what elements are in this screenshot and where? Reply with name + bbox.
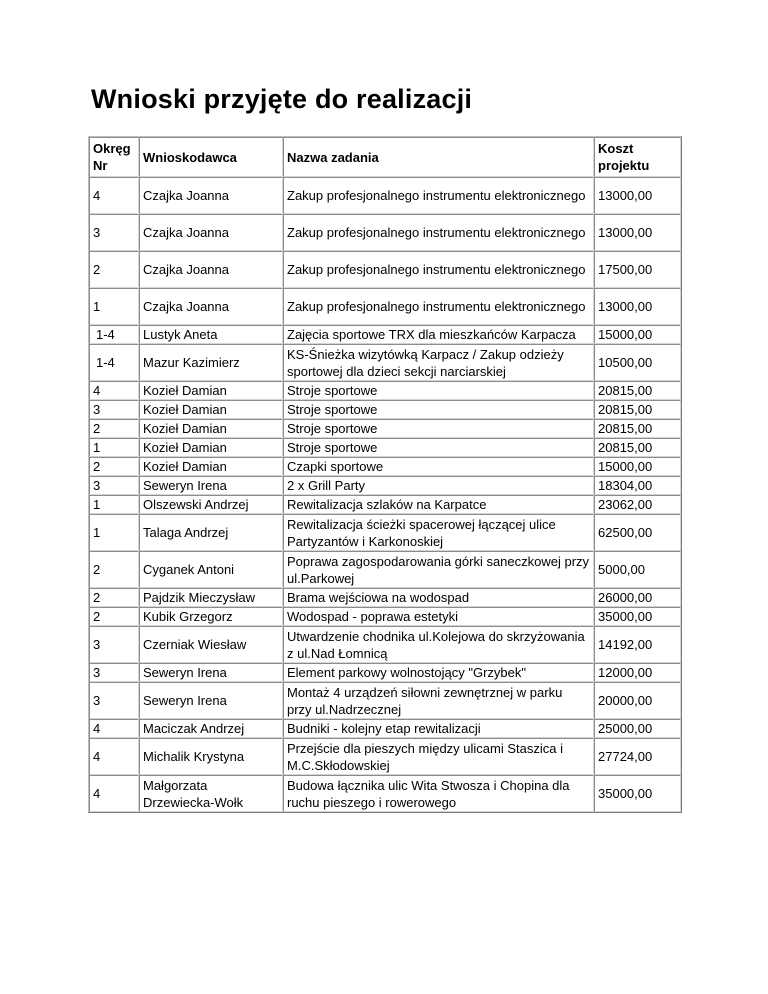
table-row [89,607,681,626]
cell-applicant: Kozieł Damian [139,400,283,419]
cell-applicant: Czerniak Wiesław [139,626,283,663]
table-row [89,551,681,588]
cell-cost: 35000,00 [594,775,681,812]
cell-cost: 23062,00 [594,495,681,514]
cell-cost: 62500,00 [594,514,681,551]
cell-task: Stroje sportowe [283,438,594,457]
cell-region: 4 [89,719,139,738]
table-row [89,325,681,344]
table-row [89,626,681,663]
cell-cost: 15000,00 [594,457,681,476]
cell-cost: 5000,00 [594,551,681,588]
cell-task: Montaż 4 urządzeń siłowni zewnętrznej w parku przy ul.Nadrzecznej [283,682,594,719]
cell-task: Stroje sportowe [283,419,594,438]
cell-applicant: Pajdzik Mieczysław [139,588,283,607]
cell-applicant: Czajka Joanna [139,177,283,214]
cell-region: 3 [89,663,139,682]
header-applicant: Wnioskodawca [139,137,283,177]
cell-cost: 13000,00 [594,288,681,325]
cell-applicant: Maciczak Andrzej [139,719,283,738]
table-row [89,438,681,457]
cell-region: 4 [89,381,139,400]
cell-region: 3 [89,682,139,719]
header-cost: Koszt projektu [594,137,681,177]
table-row [89,381,681,400]
cell-region: 1-4 [89,325,139,344]
table-row [89,457,681,476]
table-row [89,775,681,812]
table-row [89,514,681,551]
cell-cost: 20000,00 [594,682,681,719]
cell-task: Stroje sportowe [283,381,594,400]
cell-region: 1 [89,514,139,551]
cell-applicant: Seweryn Irena [139,682,283,719]
cell-region: 1 [89,288,139,325]
cell-applicant: Kozieł Damian [139,438,283,457]
cell-task: Budowa łącznika ulic Wita Stwosza i Chopina dla ruchu pieszego i rowerowego [283,775,594,812]
cell-applicant: Lustyk Aneta [139,325,283,344]
cell-cost: 35000,00 [594,607,681,626]
cell-region: 2 [89,251,139,288]
cell-task: Zakup profesjonalnego instrumentu elektronicznego [283,214,594,251]
cell-cost: 12000,00 [594,663,681,682]
table-row [89,419,681,438]
cell-task: Rewitalizacja szlaków na Karpatce [283,495,594,514]
cell-region: 4 [89,775,139,812]
cell-cost: 17500,00 [594,251,681,288]
table-row [89,476,681,495]
cell-region: 2 [89,457,139,476]
table-row [89,214,681,251]
cell-cost: 15000,00 [594,325,681,344]
cell-task: Przejście dla pieszych między ulicami Staszica i M.C.Skłodowskiej [283,738,594,775]
cell-region: 1 [89,438,139,457]
cell-cost: 20815,00 [594,400,681,419]
cell-task: Stroje sportowe [283,400,594,419]
table-row [89,495,681,514]
cell-applicant: Cyganek Antoni [139,551,283,588]
cell-task: Zakup profesjonalnego instrumentu elektronicznego [283,288,594,325]
cell-task: Element parkowy wolnostojący "Grzybek" [283,663,594,682]
cell-applicant: Czajka Joanna [139,251,283,288]
cell-task: KS-Śnieżka wizytówką Karpacz / Zakup odzieży sportowej dla dzieci sekcji narciarskiej [283,344,594,381]
cell-task: Zakup profesjonalnego instrumentu elektronicznego [283,251,594,288]
cell-task: Rewitalizacja ścieżki spacerowej łączącej ulice Partyzantów i Karkonoskiej [283,514,594,551]
cell-cost: 18304,00 [594,476,681,495]
cell-task: Poprawa zagospodarowania górki saneczkowej przy ul.Parkowej [283,551,594,588]
cell-cost: 13000,00 [594,214,681,251]
cell-task: Zajęcia sportowe TRX dla mieszkańców Karpacza [283,325,594,344]
cell-region: 3 [89,476,139,495]
cell-applicant: Seweryn Irena [139,476,283,495]
cell-cost: 25000,00 [594,719,681,738]
applications-table [88,136,682,813]
cell-applicant: Małgorzata Drzewiecka-Wołk [139,775,283,812]
cell-task: Wodospad - poprawa estetyki [283,607,594,626]
table-row [89,663,681,682]
page-title: Wnioski przyjęte do realizacji [91,84,473,114]
cell-region: 3 [89,400,139,419]
cell-task: Brama wejściowa na wodospad [283,588,594,607]
cell-task: Utwardzenie chodnika ul.Kolejowa do skrzyżowania z ul.Nad Łomnicą [283,626,594,663]
table-row [89,177,681,214]
cell-region: 4 [89,177,139,214]
cell-applicant: Michalik Krystyna [139,738,283,775]
cell-task: Zakup profesjonalnego instrumentu elektronicznego [283,177,594,214]
table-row [89,251,681,288]
cell-cost: 20815,00 [594,419,681,438]
cell-applicant: Mazur Kazimierz [139,344,283,381]
cell-region: 2 [89,607,139,626]
cell-region: 3 [89,214,139,251]
cell-task: Budniki - kolejny etap rewitalizacji [283,719,594,738]
cell-region: 2 [89,551,139,588]
cell-cost: 26000,00 [594,588,681,607]
cell-cost: 27724,00 [594,738,681,775]
header-task: Nazwa zadania [283,137,594,177]
cell-region: 2 [89,419,139,438]
cell-applicant: Kozieł Damian [139,457,283,476]
table-row [89,719,681,738]
cell-region: 1 [89,495,139,514]
cell-applicant: Seweryn Irena [139,663,283,682]
cell-cost: 10500,00 [594,344,681,381]
cell-applicant: Kozieł Damian [139,419,283,438]
cell-cost: 20815,00 [594,438,681,457]
cell-applicant: Talaga Andrzej [139,514,283,551]
table-row [89,288,681,325]
table-row [89,682,681,719]
table-row [89,400,681,419]
cell-cost: 14192,00 [594,626,681,663]
cell-task: Czapki sportowe [283,457,594,476]
cell-task: 2 x Grill Party [283,476,594,495]
header-region: Okręg Nr [89,137,139,177]
cell-cost: 20815,00 [594,381,681,400]
cell-applicant: Kozieł Damian [139,381,283,400]
table-row [89,344,681,381]
cell-region: 2 [89,588,139,607]
cell-region: 4 [89,738,139,775]
cell-cost: 13000,00 [594,177,681,214]
table-header-row [89,137,681,177]
cell-applicant: Czajka Joanna [139,214,283,251]
cell-region: 3 [89,626,139,663]
table-row [89,738,681,775]
cell-applicant: Czajka Joanna [139,288,283,325]
cell-applicant: Olszewski Andrzej [139,495,283,514]
table-row [89,588,681,607]
cell-applicant: Kubik Grzegorz [139,607,283,626]
cell-region: 1-4 [89,344,139,381]
